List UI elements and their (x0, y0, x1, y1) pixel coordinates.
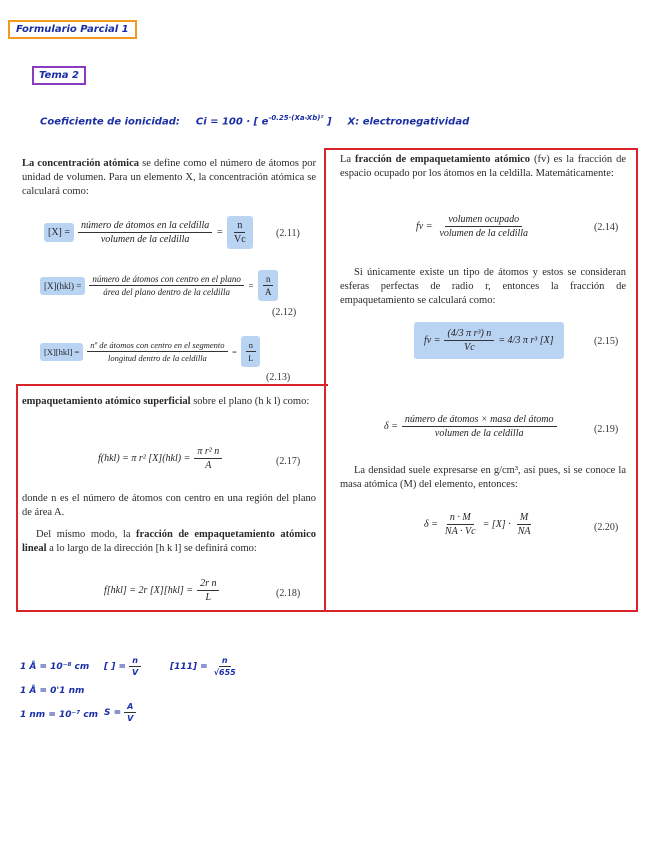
note-angstrom-cm: 1 Å = 10⁻⁸ cm (20, 662, 90, 672)
paragraph-densidad: La densidad suele expresarse en g/cm³, así pues, si se conoce la masa atómica (M) del elemento, entonces: (340, 465, 626, 490)
equation-2-13: [X][hkl] = $\frac{\text{nº de átomos con centro en el segmento}}{\text{longitud dentro de la celdilla}}$ = $\frac{n}{L}$ (40, 336, 260, 367)
equation-2-18: f[hkl] = 2r [X][hkl] = $\frac{\text{2r n}}{L}$ (104, 578, 219, 603)
equation-2-11: [X] = $\frac{\text{número de átomos en la celdilla}}{\text{volumen de la celdilla}}$ = $\frac{n}{Vc}$ (44, 216, 253, 249)
equation-2-12: [X](hkl) = $\frac{\text{número de átomos con centro en el plano}}{\text{área del plano dentro de la celdilla}}$ = $\frac{n}{A}$ (40, 270, 278, 301)
equation-2-17: f(hkl) = π r² [X](hkl) = $\frac{\text{π r² n}}{A}$ (98, 446, 222, 471)
section-tema: Tema 2 (32, 66, 86, 85)
equation-number: (2.20) (594, 522, 619, 533)
equation-number: (2.14) (594, 222, 619, 233)
paragraph-concentracion: La concentración atómica se define como el número de átomos por unidad de volumen. Para un elemento X, la concentración atómica se calculará como: (22, 158, 317, 197)
paragraph-lineal: Del mismo modo, la fracción de empaquetamiento atómico lineal a lo largo de la dirección [h k l] se definirá como: (22, 529, 316, 554)
equation-number: (2.18) (276, 588, 301, 599)
equation-number: (2.12) (272, 307, 297, 318)
paragraph-superficial: empaquetamiento atómico superficial sobre el plano (h k l) como: (22, 396, 310, 407)
equation-number: (2.13) (266, 372, 291, 383)
equation-number: (2.15) (594, 336, 619, 347)
highlight-box-bottom-top-edge (16, 384, 328, 386)
equation-number: (2.17) (276, 456, 301, 467)
equation-2-19: δ = $\frac{\text{número de átomos × masa del átomo}}{\text{volumen de la celdilla}}$ (384, 414, 557, 439)
paragraph-esferas: Si únicamente existe un tipo de átomos y estos se consideran esferas perfectas de radio r, entonces la fracción de empaquetamiento se calculará como: (340, 267, 626, 306)
equation-2-20: δ = $\frac{n \cdot M}{NA \cdot Vc}$ = [X] · $\frac{M}{NA}$ (424, 512, 531, 537)
paragraph-fraccion-empaquetamiento: La fracción de empaquetamiento atómico (fv) es la fracción de espacio ocupado por los átomos en la celdilla. Matemáticamente: (340, 154, 626, 179)
ionicity-coefficient: Coeficiente de ionicidad: Ci = 100 · [ $e^{-0.25\cdot(Xa-Xb)^2}$ ] X: electronegatividad (40, 114, 470, 128)
note-nm-cm: 1 nm = 10⁻⁷ cm (20, 710, 99, 720)
paragraph-donde: donde n es el número de átomos con centro en una región del plano de área A. (22, 493, 316, 518)
note-s: S = $\frac{A}{V}$ (104, 702, 136, 723)
note-angstrom-nm: 1 Å = 0'1 nm (20, 686, 85, 696)
equation-2-15: fv = $\frac{\text{(4/3 π r³) n}}{Vc}$ = 4/3 π r³ [X] (414, 322, 564, 359)
page-title: Formulario Parcial 1 (8, 20, 137, 39)
equation-number: (2.19) (594, 424, 619, 435)
note-111: [111] = $\frac{n}{√655}$ (170, 656, 236, 677)
note-concentration: [ ] = $\frac{n}{V}$ (104, 656, 141, 677)
equation-2-14: fv = $\frac{\text{volumen ocupado}}{\text{volumen de la celdilla}}$ (416, 214, 529, 239)
equation-number: (2.11) (276, 228, 300, 239)
